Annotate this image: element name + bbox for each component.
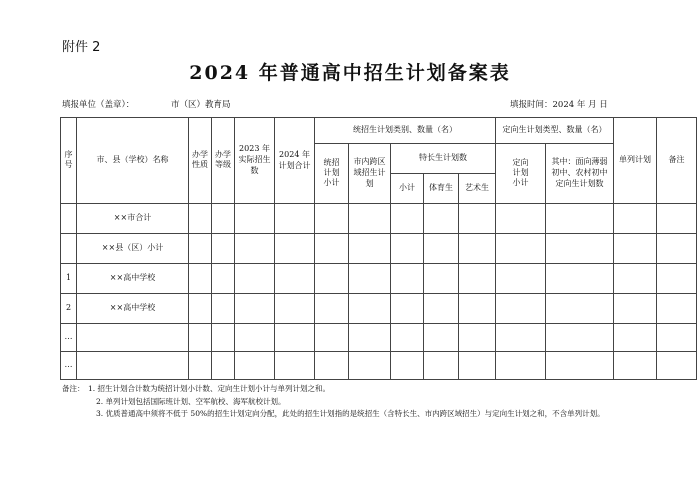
header-single-plan: 单列计划 xyxy=(614,118,657,204)
header-seq: 序号 xyxy=(61,118,77,204)
row-seq xyxy=(61,234,77,264)
row-name xyxy=(77,352,189,380)
header-school-type: 办学性质 xyxy=(189,118,212,204)
notes-list xyxy=(88,383,643,421)
header-directed-weak: 其中：面向薄弱初中、农村初中定向生计划数 xyxy=(546,144,614,204)
row-seq: 1 xyxy=(61,264,77,294)
header-plan-2024: 2024 年计划合计 xyxy=(275,118,315,204)
table-row xyxy=(61,264,697,294)
table-row xyxy=(61,324,697,352)
header-remarks: 备注 xyxy=(657,118,697,204)
attachment-label: 附件 2 xyxy=(62,40,101,55)
fill-unit-label: 填报单位（盖章）： xyxy=(62,100,135,110)
header-name: 市、县（学校）名称 xyxy=(77,118,189,204)
row-seq: … xyxy=(61,324,77,352)
header-unified-subtotal: 统招计划小计 xyxy=(315,144,349,204)
header-specialty-group: 特长生计划数 xyxy=(391,144,496,174)
note-item: 1. 招生计划合计数为统招计划小计数、定向生计划小计与单列计划之和。 xyxy=(88,384,331,393)
table-row xyxy=(61,204,697,234)
header-directed-group: 定向生计划类型、数量（名） xyxy=(496,118,614,144)
page-title: 2024 年普通高中招生计划备案表 xyxy=(189,62,511,84)
row-seq: 2 xyxy=(61,294,77,324)
header-cross-district: 市内跨区域招生计划 xyxy=(349,144,391,204)
row-seq xyxy=(61,204,77,234)
row-name xyxy=(77,324,189,352)
header-enroll-2023: 2023 年实际招生数 xyxy=(235,118,275,204)
plan-table xyxy=(60,117,697,380)
header-specialty-subtotal: 小计 xyxy=(391,174,424,204)
table-row xyxy=(61,352,697,380)
row-name: ××市合计 xyxy=(77,204,189,234)
note-item: 2. 单列计划包括国际班计划、空军航校、海军航校计划。 xyxy=(96,396,286,406)
fill-unit-value: 市（区）教育局 xyxy=(171,100,231,110)
table-row xyxy=(61,234,697,264)
header-sports: 体育生 xyxy=(424,174,459,204)
fill-time: 填报时间：2024 年 月 日 xyxy=(510,100,608,110)
header-arts: 艺术生 xyxy=(459,174,496,204)
header-directed-subtotal: 定向计划小计 xyxy=(496,144,546,204)
row-name: ××高中学校 xyxy=(77,294,189,324)
row-name: ××县（区）小计 xyxy=(77,234,189,264)
notes-label: 备注： xyxy=(62,384,85,393)
header-school-level: 办学等级 xyxy=(212,118,235,204)
row-seq: … xyxy=(61,352,77,380)
note-item: 3. 优质普通高中须将不低于 50%的招生计划定向分配，此处的招生计划指的是统招生（含特长生、市内跨区域招生）与定向生计划之和，不含单列计划。 xyxy=(96,409,605,418)
table-row xyxy=(61,294,697,324)
row-name: ××高中学校 xyxy=(77,264,189,294)
header-unified-group: 统招生计划类别、数量（名） xyxy=(315,118,496,144)
